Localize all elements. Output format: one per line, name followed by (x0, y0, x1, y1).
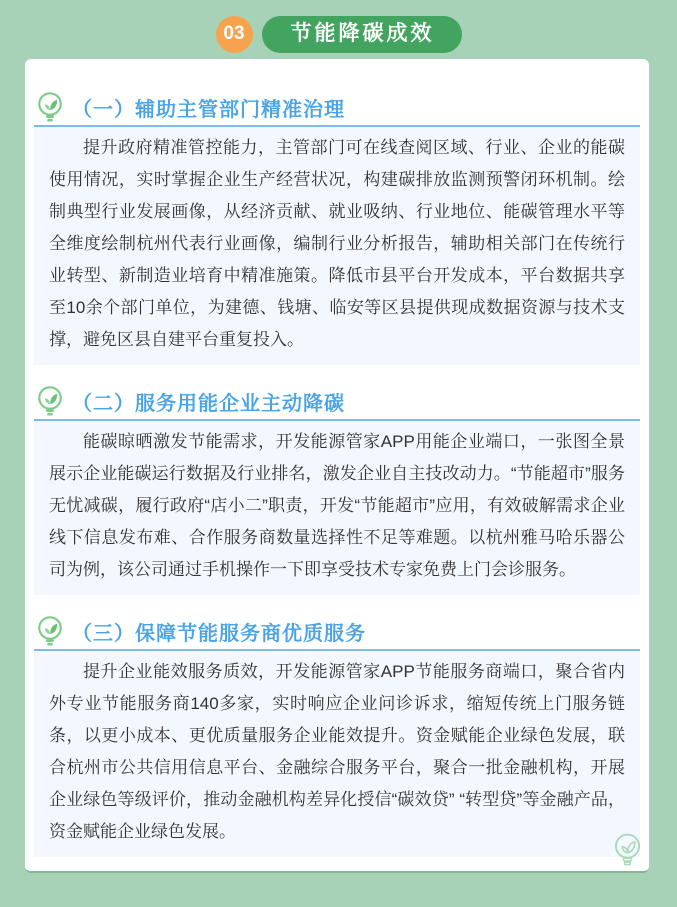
section-1 (34, 89, 640, 365)
page-header (0, 0, 677, 54)
content-card (25, 59, 649, 873)
section-3 (34, 613, 640, 857)
section-3-body: 提升企业能效服务质效，开发能源管家APP节能服务商端口，聚合省内外专业节能服务商140多家，实时响应企业问诊诉求，缩短传统上门服务链条，以更小成本、更优质量服务企业能效提升。资金赋能企业绿色发展，联合杭州市公共信用信息平台、金融综合服务平台，聚合一批金融机构，开展企业绿色等级评价，推动金融机构差异化授信“碳效贷” “转型贷”等金融产品，资金赋能企业绿色发展。 (49, 662, 625, 841)
lightbulb-leaf-outline-icon (612, 832, 643, 868)
page-title: 节能降碳成效 (262, 16, 462, 53)
section-1-heading: （一）辅助主管部门精准治理 (72, 98, 345, 121)
section-2-heading: （二）服务用能企业主动降碳 (72, 392, 345, 415)
lightbulb-leaf-icon (36, 385, 64, 418)
section-3-header (34, 613, 640, 649)
lightbulb-leaf-icon (36, 615, 64, 648)
section-2-body: 能碳晾晒激发节能需求，开发能源管家APP用能企业端口，一张图全景展示企业能碳运行数据及行业排名，激发企业自主技改动力。“节能超市”服务无忧减碳，履行政府“店小二”职责，开发“节能超市”应用，有效破解需求企业线下信息发布难、合作服务商数量选择性不足等难题。以杭州雅马哈乐器公司为例，该公司通过手机操作一下即享受技术专家免费上门会诊服务。 (49, 432, 625, 579)
section-1-header (34, 89, 640, 125)
section-2-panel (34, 419, 640, 595)
section-1-body: 提升政府精准管控能力，主管部门可在线查阅区域、行业、企业的能碳使用情况，实时掌握企业生产经营状况，构建碳排放监测预警闭环机制。绘制典型行业发展画像，从经济贡献、就业吸纳、行业地位、能碳管理水平等全维度绘制杭州代表行业画像，编制行业分析报告，辅助相关部门在传统行业转型、新制造业培育中精准施策。降低市县平台开发成本，平台数据共享至10余个部门单位，为建德、钱塘、临安等区县提供现成数据资源与技术支撑，避免区县自建平台重复投入。 (49, 138, 625, 349)
section-3-panel (34, 649, 640, 857)
section-2-header (34, 383, 640, 419)
section-1-panel (34, 125, 640, 365)
section-2 (34, 383, 640, 595)
section-number-badge: 03 (216, 16, 253, 53)
section-3-heading: （三）保障节能服务商优质服务 (72, 622, 366, 645)
lightbulb-leaf-icon (36, 91, 64, 124)
